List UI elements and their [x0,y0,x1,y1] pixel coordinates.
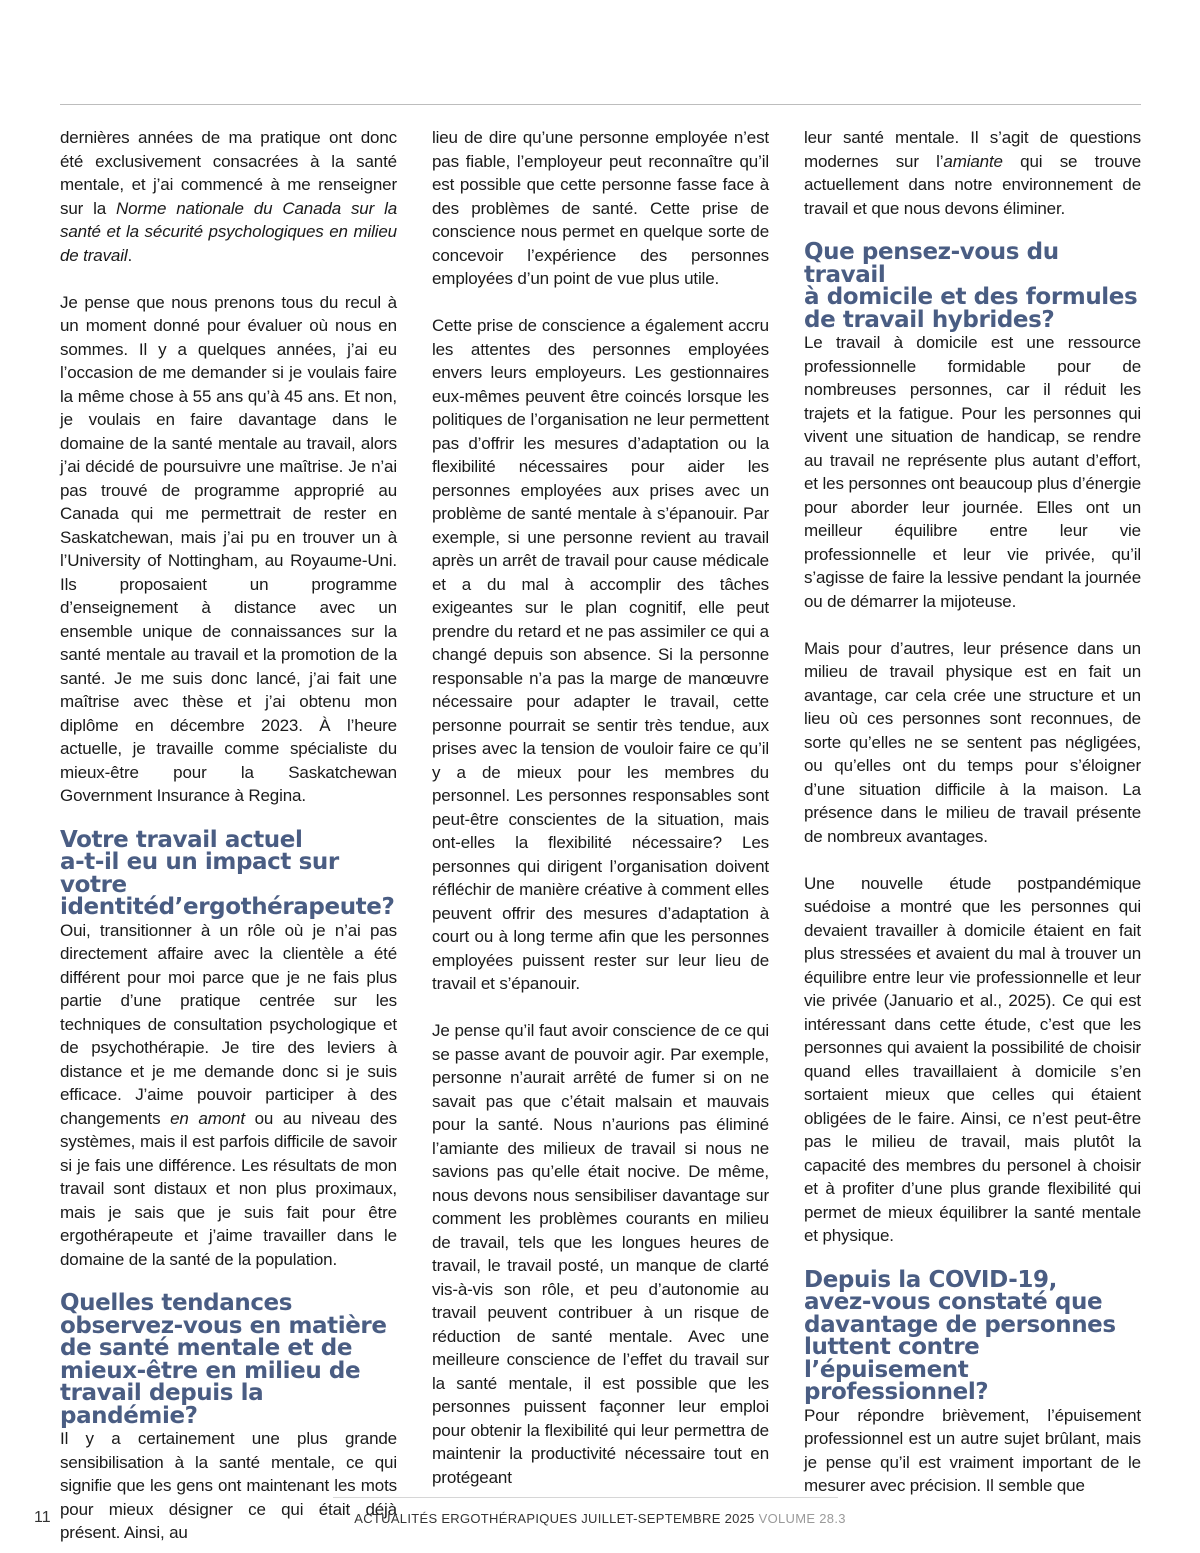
column-2 [432,126,769,1489]
paragraph: Pour répondre brièvement, l’épuisement professionnel est un autre sujet brûlant, mais je pense qu’il est vraiment important de le mesurer avec précision. Il semble que [804,1405,1141,1495]
footer-issue: JUILLET-SEPTEMBRE 2025 [581,1511,755,1526]
page-number: 11 [34,1509,51,1526]
footer-magazine-title: ACTUALITÉS ERGOTHÉRAPIQUES [354,1511,578,1526]
section-heading: Depuis la COVID-19, avez-vous constaté que davantage de personnes luttent contre l’épuisement professionnel? [804,1266,1116,1405]
section-heading: Que pensez-vous du travail à domicile et des formules de travail hybrides? [804,239,1138,333]
paragraph: Je pense que nous prenons tous du recul à un moment donné pour évaluer où nous en sommes. Il y a quelques années, j’ai eu l’occasion de me demander si je voulais faire la même chose à 55 ans qu’à 45 ans. Et non, je voulais en faire davantage dans le domaine de la santé mentale au travail, alors j’ai décidé de poursuivre une maîtrise. Je n’ai pas trouvé de programme approprié au Canada qui me permettrait de rester en Saskatchewan, mais j’ai pu en trouver un à l’University of Nottingham, au Royaume-Uni. Ils proposaient un programme d’enseignement à distance avec un ensemble unique de connaissances sur la santé mentale au travail et la promotion de la santé. Je me suis donc lancé, j’ai fait une maîtrise avec thèse et j’ai obtenu mon diplôme en décembre 2023. À l’heure actuelle, je travaille comme spécialiste du mieux-être pour la Saskatchewan Government Insurance à Regina. [60,292,397,805]
column-1 [60,126,397,1545]
footer-rule [333,1497,838,1498]
footer [0,1511,1200,1526]
paragraph: Cette prise de conscience a également accru les attentes des personnes employées envers leurs employeurs. Les gestionnaires eux-mêmes peuvent être coincés lorsque les politiques de l’organisation ne leur permettent pas d’offrir les mesures d’adaptation ou la flexibilité nécessaires pour aider les personnes employées aux prises avec un problème de santé mentale à s’épanouir. Par exemple, si une personne revient au travail après un arrêt de travail pour cause médicale et a du mal à accomplir des tâches exigeantes sur le plan cognitif, elle peut prendre du retard et ne pas assimiler ce qui a changé depuis son absence. Si la personne responsable n’a pas la marge de manœuvre nécessaire pour adapter le travail, cette personne pourrait se sentir très tendue, aux prises avec la tension de vouloir faire ce qu’il y a de mieux pour les membres du personnel. Les personnes responsables sont peut-être conscientes de la situation, mais ont-elles la flexibilité nécessaire? Les personnes qui dirigent l’organisation doivent réfléchir de manière créative à comment elles peuvent offrir des mesures d’adaptation à court ou à long terme afin que les personnes employées puissent rester sur leur lieu de travail et s’épanouir. [432,316,769,993]
paragraph: leur santé mentale. Il s’agit de questions modernes sur l’amiante qui se trouve actuellement dans notre environnement de travail et que nous devons éliminer. [804,128,1141,218]
column-3 [804,126,1141,1498]
section-heading: Quelles tendances observez-vous en matière de santé mentale et de mieux-être en milieu de travail depuis la pandémie? [60,1290,387,1429]
paragraph: dernières années de ma pratique ont donc été exclusivement consacrées à la santé mentale, et j’ai commencé à me renseigner sur la Norme nationale du Canada sur la santé et la sécurité psychologiques en milieu de travail. [60,128,397,265]
section-heading: Votre travail actuel a-t-il eu un impact sur votre identitéd’ergothérapeute? [60,826,395,920]
paragraph: Une nouvelle étude postpandémique suédoise a montré que les personnes qui devaient travailler à domicile étaient en fait plus stressées et avaient du mal à trouver un équilibre entre leur vie professionnelle et leur vie privée (Januario et al., 2025). Ce qui est intéressant dans cette étude, c’est que les personnes qui avaient la possibilité de choisir quand elles travaillaient à domicile s’en sortaient mieux que celles qui étaient obligées de le faire. Ainsi, ce n’est peut-être pas le milieu de travail, mais plutôt la capacité des membres du personel à choisir et à profiter d’une plus grande flexibilité qui permet de mieux équilibrer la santé mentale et physique. [804,873,1141,1245]
paragraph: Mais pour d’autres, leur présence dans un milieu de travail physique est en fait un avantage, car cela crée une structure et un lieu où ces personnes sont reconnues, de sorte qu’elles ne se sentent pas négligées, ou qu’elles ont du temps pour s’éloigner d’une situation difficile à la maison. La présence dans le milieu de travail présente de nombreux avantages. [804,638,1141,846]
paragraph: lieu de dire qu’une personne employée n’est pas fiable, l’employeur peut reconnaître qu’il est possible que cette personne fasse face à des problèmes de santé. Cette prise de conscience nous permet en quelque sorte de concevoir l’expérience des personnes employées d’un point de vue plus utile. [432,128,769,288]
paragraph: Le travail à domicile est une ressource professionnelle formidable pour de nombreuses personnes, car il réduit les trajets et la fatigue. Pour les personnes qui vivent une situation de handicap, se rendre au travail ne représente plus autant d’effort, et les personnes ont beaucoup plus d’énergie pour aborder leur journée. Elles ont un meilleur équilibre entre leur vie professionnelle et leur vie privée, qu’il s’agisse de faire la lessive pendant la journée ou de démarrer la mijoteuse. [804,333,1141,611]
footer-volume: VOLUME 28.3 [758,1511,846,1526]
paragraph: Je pense qu’il faut avoir conscience de ce qui se passe avant de pouvoir agir. Par exemple, personne n’aurait arrêté de fumer si on ne savait pas que c’était malsain et mauvais pour la santé. Nous n’aurions pas éliminé l’amiante des milieux de travail si nous ne savions pas qu’elle était nocive. De même, nous devons nous sensibiliser davantage sur comment les problèmes courants en milieu de travail, tels que les longues heures de travail, le travail posté, un manque de clarté vis-à-vis son rôle, et peu d’autonomie au travail peuvent contribuer à un risque de réduction de santé mentale. Avec une meilleure conscience de l’effet du travail sur la santé mentale, il est possible que les personnes puissent façonner leur emploi pour obtenir la flexibilité qui leur permettra de maintenir la productivité nécessaire tout en protégeant [432,1021,769,1487]
paragraph: Il y a certainement une plus grande sensibilisation à la santé mentale, ce qui signifie que les gens ont maintenant les mots pour mieux désigner ce qui était déjà présent. Ainsi, au [60,1429,397,1542]
paragraph: Oui, transitionner à un rôle où je n’ai pas directement affaire avec la clientèle a été différent pour moi parce que je ne fais plus partie d’une pratique centrée sur les techniques de consultation psychologique et de psychothérapie. Je tire des leviers à distance et je me demande donc si je suis efficace. J’aime pouvoir participer à des changements en amont ou au niveau des systèmes, mais il est parfois difficile de savoir si je fais une différence. Les résultats de mon travail sont distaux et non plus proximaux, mais je sais que je suis fait pour être ergothérapeute et j’aime travailler dans le domaine de la santé de la population. [60,920,397,1269]
header-rule [60,104,1141,105]
